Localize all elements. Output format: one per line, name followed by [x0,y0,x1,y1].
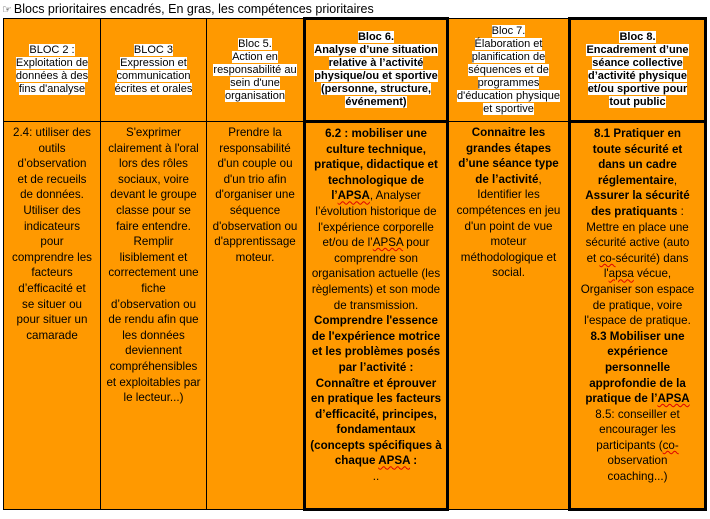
body-line [573,438,702,454]
body-line [451,265,566,281]
header-text: (personne, structure, [320,83,432,95]
body-line [209,156,301,172]
header-line [573,70,702,83]
header-text: événement) [345,96,407,108]
body-line [308,126,444,142]
header-text: BLOC 3 [133,44,174,56]
body-text: par l’activité : [338,360,414,374]
header-text: et sportive [483,102,534,115]
body-line [308,188,444,204]
header-text: physique/ou et sportive [314,70,438,82]
body-line [6,234,98,250]
body-text: comprendre les [12,250,92,264]
body-text: indicateurs [23,219,81,233]
body-text: apsa [608,267,634,281]
body-text: 2.4: utiliser des [13,126,91,139]
body-text: Identifier les [477,188,540,202]
table-caption [2,1,374,17]
body-text: devant le groupe [110,188,197,202]
body-line [573,188,702,204]
header-text: et/ou sportive pour [587,83,688,95]
body-line [451,219,566,235]
body-text: d’observation ou [110,297,197,311]
header-line [103,70,204,83]
body-text: Prendre la [228,126,282,139]
body-text: se situer ou [22,297,82,311]
body-text: Utiliser des [23,203,81,217]
body-line [573,391,702,407]
bloc-2-body [4,122,101,510]
body-text: coaching...) [607,470,668,484]
body-line [573,329,702,345]
body-line [6,172,98,188]
body-text: 8.1 Pratiquer en [594,127,681,140]
body-line [573,453,702,469]
body-line [308,251,444,267]
body-line [573,360,702,376]
body-line [6,250,98,266]
body-text: outils [38,141,66,155]
header-line [308,57,444,70]
body-line [103,328,204,344]
header-text: données à des [15,70,89,82]
body-text: des pratiquants [591,204,678,218]
body-line [308,313,444,329]
body-text: social. [492,266,525,280]
body-text: d’efficacité et [18,281,86,295]
header-text: Exploitation de [15,57,89,69]
body-line [308,142,444,158]
header-line [209,38,301,51]
body-line [573,422,702,438]
header-line [573,31,702,44]
body-text: fiche [141,281,166,295]
body-line [308,220,444,236]
bloc-3-body [101,122,207,510]
body-text: faire entendre. [116,219,191,233]
bloc-3-header [101,19,207,122]
bloc-8-header [570,19,706,122]
body-text: sécurité) dans [615,251,689,265]
header-line [209,51,301,64]
body-line [451,125,566,141]
body-text: compétences en jeu [456,203,561,217]
header-text: séance collective [592,57,683,69]
header-line [103,44,204,57]
body-line [6,312,98,328]
body-text: APSA [337,189,370,203]
header-text: BLOC 2 : [29,44,75,56]
body-line [573,298,702,314]
body-text: grandes étapes [465,141,552,155]
body-line [103,156,204,172]
body-line [103,281,204,297]
body-line [451,141,566,157]
body-text: , [673,173,678,187]
body-text: et [586,251,600,265]
body-text: les données [122,328,185,342]
body-line [209,234,301,250]
body-text: d’efficacité, principes, [315,407,437,421]
body-text: deviennent [125,344,182,358]
header-text: relative à l’activité [328,57,424,69]
header-line [451,25,566,38]
body-text: séquence [229,203,281,217]
body-line [209,125,301,141]
body-line [308,376,444,392]
body-text: fondamentaux [336,423,416,437]
body-text: pour [40,235,64,249]
body-line [308,329,444,345]
body-line [573,469,702,485]
body-text: de transmission. [333,298,419,312]
body-text: APSA [378,454,411,468]
body-text: observation [607,454,668,468]
body-text: technologique de [328,173,424,187]
header-line [451,77,566,90]
body-line [573,251,702,267]
body-text: pratique de l’ [585,392,658,406]
body-text: d'organiser une [215,188,295,202]
header-line [573,83,702,96]
bloc-2-header [4,19,101,122]
bloc-5-header [207,19,305,122]
body-text: de pratique, voire [592,298,683,312]
body-text: moteur [490,235,527,249]
body-text: le lecteur...) [123,391,184,405]
body-line [209,141,301,157]
header-line [451,103,566,116]
body-line [308,438,444,454]
body-line [308,469,444,485]
body-text: 8.5: conseiller et [595,407,680,421]
body-text: APSA [657,392,690,406]
body-text: dans un cadre [598,158,677,172]
body-line [308,422,444,438]
body-line [209,187,301,203]
header-line [573,57,702,70]
body-text: : [677,204,684,218]
body-line [103,390,204,406]
header-line [451,51,566,64]
header-line [451,38,566,51]
header-line [308,70,444,83]
body-text: : [410,454,418,468]
body-line [6,265,98,281]
header-line [209,64,301,77]
body-text: .. [372,470,380,484]
body-text: règlements) et son mode [311,282,441,296]
pointing-hand-icon: ☞ [2,4,12,16]
body-text: Remplir [133,235,174,249]
header-text: écrites et orales [114,83,193,95]
body-line [308,344,444,360]
body-line [6,203,98,219]
body-text: méthodologique et [460,250,557,264]
body-text: Connaître et éprouver [315,376,437,390]
body-line [209,219,301,235]
body-text: organisation actuelle (les [311,267,441,281]
body-line [573,282,702,298]
body-text: camarade [26,328,78,342]
body-line [573,204,702,220]
body-text: et de recueils [17,172,87,186]
caption-text: Blocs prioritaires encadrés, En gras, les compétences prioritaires [13,2,374,16]
body-text: d'un trio afin [223,172,287,186]
header-text: d'éducation physique [456,89,560,102]
header-text: communication [116,70,191,82]
body-text: d'apprentissage [214,235,296,249]
bloc-6-header [305,19,448,122]
header-line [103,83,204,96]
header-line [6,83,98,96]
body-text: sécurité active (auto [585,236,690,250]
body-text: de l'expérience motrice [311,329,441,343]
bloc-7-header [448,19,570,122]
body-text: Organiser son espace [580,282,695,296]
body-text: personnelle [604,360,671,374]
body-line [308,235,444,251]
body-line [573,220,702,236]
body-text: 6.2 : mobiliser une [325,127,427,140]
body-text: en pratique les facteurs [310,392,442,406]
body-text: de l’activité [475,172,539,186]
body-text: l' [603,267,609,281]
header-line [209,77,301,90]
body-text: S'exprimer [125,126,182,139]
body-text: , Analyser [369,189,421,203]
header-line [451,90,566,103]
header-text: sein d'une [230,76,280,89]
body-line [103,375,204,391]
body-text: comprendre son [334,251,418,265]
body-text: réglementaire [597,173,674,187]
body-line [103,141,204,157]
body-line [451,250,566,266]
body-text: Comprendre l'essence [314,314,438,328]
body-line [308,282,444,298]
body-text: APSA [372,236,404,250]
header-text: Analyse d’une situation [314,44,438,56]
body-line [103,250,204,266]
body-line [103,312,204,328]
body-line [308,266,444,282]
body-text: facteurs [31,266,73,280]
header-line [308,31,444,44]
body-line [573,344,702,360]
body-text: d’observation [17,157,87,171]
bloc-6-body [305,122,448,510]
body-text: responsabilité [219,141,291,155]
body-line [308,173,444,189]
header-line [209,90,301,103]
header-text: Élaboration et [474,37,543,50]
body-line [451,187,566,203]
body-row [4,122,706,510]
body-line [6,141,98,157]
body-line [6,297,98,313]
body-line [103,203,204,219]
header-line [308,96,444,109]
bloc-5-body [207,122,305,510]
body-text: co- [662,438,679,452]
body-line [573,407,702,423]
body-line [209,172,301,188]
body-line [103,234,204,250]
body-line [6,187,98,203]
body-text: de données. [20,188,84,202]
body-text: 8.3 Mobiliser une [590,329,685,343]
body-text: participants ( [596,438,663,452]
body-text: Assurer la sécurité [585,189,690,203]
body-line [6,156,98,172]
body-text: expérience [607,345,668,359]
header-line [451,64,566,77]
body-line [308,298,444,314]
header-line [573,96,702,109]
body-text: classe pour se [116,203,191,217]
body-text: culture technique, [326,142,426,156]
body-line [451,234,566,250]
body-text: moteur. [235,250,275,264]
body-text: lors des rôles [119,157,188,171]
body-line [103,265,204,281]
header-text: séquences et de [468,63,549,76]
header-text: Encadrement d’une [586,44,689,56]
body-line [451,156,566,172]
header-text: programmes [477,76,540,89]
header-text: Bloc 8. [619,31,656,43]
body-text: et exploitables par [106,375,201,389]
header-line [308,83,444,96]
body-line [573,235,702,251]
body-text: l’évolution historique de [315,204,437,218]
header-text: d’activité physique [587,70,688,82]
header-line [103,57,204,70]
bloc-7-body [448,122,570,510]
body-line [451,203,566,219]
body-text: lisiblement et [119,250,188,264]
header-text: Expression et [120,57,187,69]
body-line [573,313,702,329]
body-line [103,187,204,203]
header-text: Action en [232,50,278,63]
header-line [6,70,98,83]
body-text: compréhensibles [109,359,198,373]
body-text: l’ [331,189,338,203]
header-text: Bloc 6. [357,31,395,43]
body-text: et les problèmes posés [311,345,441,359]
header-text: tout public [609,96,666,108]
body-text: et/ou de l’ [322,236,373,250]
blocs-table [3,17,707,511]
body-line [6,219,98,235]
body-text: Mettre en place une [586,220,689,234]
body-text: (concepts spécifiques à [310,438,442,452]
body-text: pratique, didactique et [314,158,438,172]
header-line [573,44,702,57]
body-line [308,391,444,407]
body-text: toute sécurité et [592,142,683,156]
body-text: l'expérience corporelle [318,220,434,234]
body-line [6,125,98,141]
body-text: correctement une [108,266,199,280]
body-line [573,173,702,189]
body-text: sociaux, voire [118,172,189,186]
bloc-8-body [570,122,706,510]
body-text: chaque [334,454,379,468]
body-line [573,142,702,158]
body-text: l'espace de pratique. [584,314,691,328]
header-text: Bloc 7. [491,24,526,37]
body-line [573,266,702,282]
body-line [308,407,444,423]
body-line [308,157,444,173]
body-text: d'un couple ou [217,157,293,171]
body-text: d’une séance type [458,157,559,171]
body-text: clairement à l'oral [108,141,199,155]
body-line [573,126,702,142]
body-line [103,343,204,359]
body-text: co- [599,251,616,265]
body-text: pour situer un [16,313,88,327]
body-line [308,204,444,220]
body-line [103,125,204,141]
body-line [573,157,702,173]
body-text: de rendu afin que [108,313,199,327]
body-line [573,376,702,392]
body-text: d'un point de vue [464,219,553,233]
header-line [6,44,98,57]
header-row [4,19,706,122]
body-line [209,250,301,266]
header-text: planification de [471,50,546,63]
body-line [6,328,98,344]
header-line [308,44,444,57]
body-line [209,203,301,219]
body-text: approfondie de la [589,376,686,390]
body-text: d'observation ou [212,219,298,233]
body-text: , [538,172,542,186]
header-line [6,57,98,70]
body-text: pour [403,236,430,250]
body-line [308,453,444,469]
body-text: vécue, [633,267,672,281]
body-line [103,172,204,188]
body-line [6,281,98,297]
body-line [103,359,204,375]
header-text: organisation [225,89,285,102]
body-line [451,172,566,188]
body-line [308,360,444,376]
body-line [103,297,204,313]
body-text: encourager les [599,423,676,437]
header-text: responsabilité au [213,63,297,76]
header-text: fins d'analyse [18,83,86,95]
body-line [103,219,204,235]
body-text: Connaitre les [471,126,546,139]
header-text: Bloc 5. [238,37,272,50]
